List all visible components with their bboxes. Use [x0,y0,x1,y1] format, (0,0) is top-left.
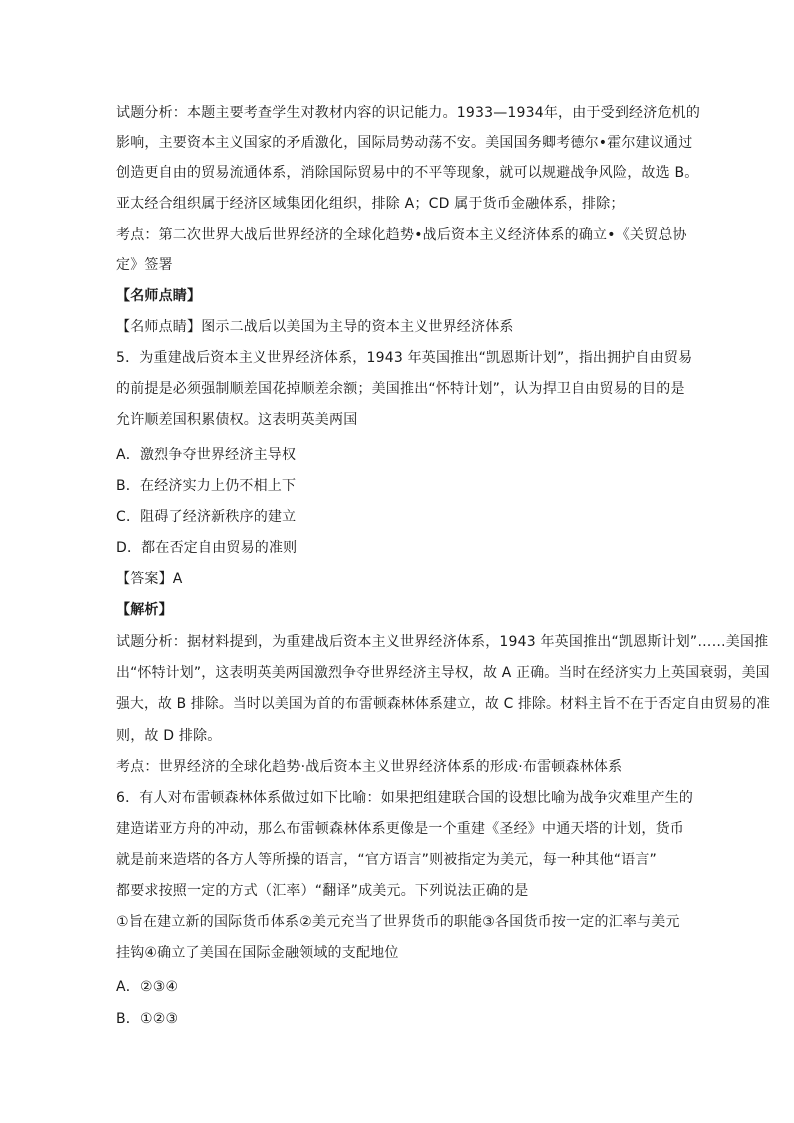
q6-stem-line-4: 都要求按照一定的方式（汇率）“翻译”成美元。下列说法正确的是 [116,883,529,899]
q5-option-d: D．都在否定自由贸易的准则 [116,540,298,556]
q4-analysis-line-1: 试题分析：本题主要考查学生对教材内容的识记能力。1933—1934年，由于受到经济危机的 [116,105,701,121]
q5-stem-line-1: 5．为重建战后资本主义世界经济体系，1943 年英国推出“凯恩斯计划”，指出拥护自由贸易 [116,350,693,366]
q6-option-a: A．②③④ [116,979,179,995]
q6-option-b: B．①②③ [116,1011,179,1027]
q4-kaodian-line-1: 考点：第二次世界大战后世界经济的全球化趋势•战后资本主义经济体系的确立•《关贸总协 [116,227,687,243]
q6-stem-line-6: 挂钩④确立了美国在国际金融领域的支配地位 [116,945,399,961]
q4-mingshi-heading: 【名师点睛】 [116,288,202,304]
q4-analysis-line-3: 创造更自由的贸易流通体系，消除国际贸易中的不平等现象，就可以规避战争风险，故选 B。 [116,165,699,181]
q5-option-a: A．激烈争夺世界经济主导权 [116,447,297,463]
q5-analysis-heading: 【解析】 [116,602,173,618]
q6-stem-line-3: 就是前来造塔的各方人等所操的语言，“官方语言”则被指定为美元，每一种其他“语言” [116,852,658,868]
q4-kaodian-line-2: 定》签署 [116,257,173,273]
q5-option-b: B．在经济实力上仍不相上下 [116,478,297,494]
q6-stem-line-5: ①旨在建立新的国际货币体系②美元充当了世界货币的职能③各国货币按一定的汇率与美元 [116,914,680,930]
q4-mingshi-text: 【名师点睛】图示二战后以美国为主导的资本主义世界经济体系 [116,319,514,335]
q5-stem-line-3: 允许顺差国积累债权。这表明英美两国 [116,412,358,428]
q5-stem-line-2: 的前提是必须强制顺差国花掉顺差余额；美国推出“怀特计划”，认为捍卫自由贸易的目的是 [116,381,685,397]
q5-analysis-line-1: 试题分析：据材料提到，为重建战后资本主义世界经济体系，1943 年英国推出“凯恩斯计划”……美国推 [116,634,769,650]
q6-stem-line-1: 6．有人对布雷顿森林体系做过如下比喻：如果把组建联合国的设想比喻为战争灾难里产生的 [116,790,694,806]
q4-analysis-line-4: 亚太经合组织属于经济区域集团化组织，排除 A；CD 属于货币金融体系，排除； [116,196,625,212]
q5-kaodian: 考点：世界经济的全球化趋势·战后资本主义世界经济体系的形成·布雷顿森林体系 [116,759,623,775]
q5-analysis-line-3: 强大，故 B 排除。当时以美国为首的布雷顿森林体系建立，故 C 排除。材料主旨不在于否定自由贸易的准 [116,696,771,712]
q6-stem-line-2: 建造诺亚方舟的冲动，那么布雷顿森林体系更像是一个重建《圣经》中通天塔的计划，货币 [116,821,684,837]
q5-option-c: C．阻碍了经济新秩序的建立 [116,509,297,525]
q5-answer: 【答案】A [116,571,183,587]
q5-analysis-line-2: 出“怀特计划”，这表明英美两国激烈争夺世界经济主导权，故 A 正确。当时在经济实力上英国衰弱，美国 [116,665,770,681]
q4-analysis-line-2: 影响，主要资本主义国家的矛盾激化，国际局势动荡不安。美国国务卿考德尔•霍尔建议通过 [116,135,693,151]
q5-analysis-line-4: 则，故 D 排除。 [116,728,222,744]
